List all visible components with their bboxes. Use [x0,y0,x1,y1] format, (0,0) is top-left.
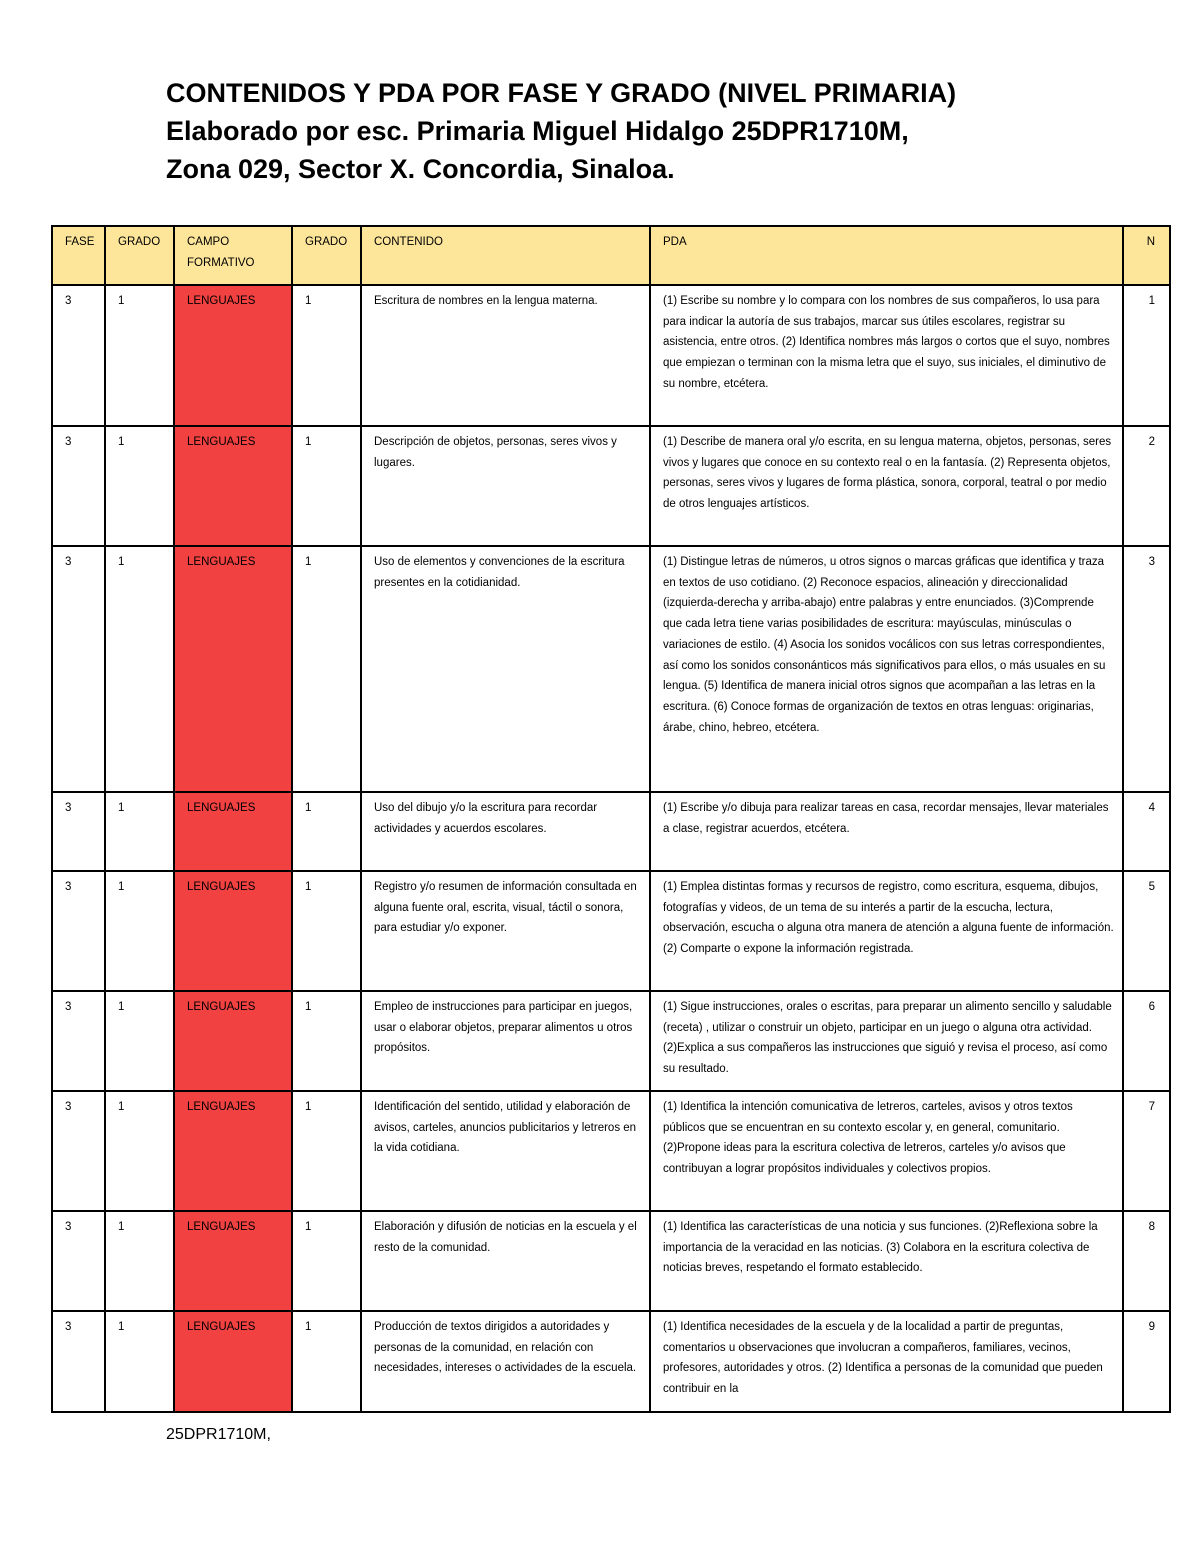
cell-fase: 3 [52,426,105,546]
cell-pda: (1) Emplea distintas formas y recursos de registro, como escritura, esquema, dibujos, fotografías y videos, de un tema de su interés a partir de la escucha, lectura, observación, escucha o alguna otra manera de atención a alguna fuente de información. (2) Comparte o expone la información registrada. [650,871,1123,991]
page-title [166,74,1166,188]
header-n: N [1123,226,1170,285]
cell-n: 9 [1123,1311,1170,1412]
cell-campo-formativo: LENGUAJES [174,1211,292,1311]
cell-campo-formativo: LENGUAJES [174,285,292,426]
cell-pda: (1) Identifica la intención comunicativa de letreros, carteles, avisos y otros textos públicos que se encuentran en su contexto escolar y, en general, comunitario. (2)Propone ideas para la escritura colectiva de letreros, carteles y/o avisos que contribuyan a lograr propósitos individuales y colectivos propios. [650,1091,1123,1211]
cell-grado: 1 [105,546,174,792]
cell-n: 5 [1123,871,1170,991]
table-row [52,1311,1170,1412]
cell-pda: (1) Identifica las características de una noticia y sus funciones. (2)Reflexiona sobre la importancia de la veracidad en las noticias. (3) Colabora en la escritura colectiva de noticias breves, respetando el formato establecido. [650,1211,1123,1311]
cell-contenido: Producción de textos dirigidos a autoridades y personas de la comunidad, en relación con necesidades, intereses o actividades de la escuela. [361,1311,650,1412]
table-row [52,1091,1170,1211]
cell-n: 1 [1123,285,1170,426]
cell-fase: 3 [52,1311,105,1412]
cell-pda: (1) Escribe y/o dibuja para realizar tareas en casa, recordar mensajes, llevar materiales a clase, registrar acuerdos, etcétera. [650,792,1123,871]
title-line: CONTENIDOS Y PDA POR FASE Y GRADO (NIVEL PRIMARIA) [166,78,957,108]
cell-contenido: Escritura de nombres en la lengua materna. [361,285,650,426]
cell-fase: 3 [52,1091,105,1211]
header-fase: FASE [52,226,105,285]
cell-grado-2: 1 [292,871,361,991]
cell-grado: 1 [105,871,174,991]
cell-n: 3 [1123,546,1170,792]
cell-n: 6 [1123,991,1170,1091]
cell-grado-2: 1 [292,426,361,546]
cell-contenido: Uso del dibujo y/o la escritura para recordar actividades y acuerdos escolares. [361,792,650,871]
cell-fase: 3 [52,991,105,1091]
cell-fase: 3 [52,871,105,991]
cell-grado-2: 1 [292,1211,361,1311]
cell-grado-2: 1 [292,285,361,426]
table-row [52,1211,1170,1311]
cell-grado-2: 1 [292,1091,361,1211]
cell-campo-formativo: LENGUAJES [174,1091,292,1211]
cell-n: 7 [1123,1091,1170,1211]
cell-fase: 3 [52,1211,105,1311]
cell-campo-formativo: LENGUAJES [174,991,292,1091]
cell-grado: 1 [105,1211,174,1311]
cell-campo-formativo: LENGUAJES [174,792,292,871]
header-campo-formativo: CAMPO FORMATIVO [174,226,292,285]
cell-grado-2: 1 [292,546,361,792]
cell-contenido: Uso de elementos y convenciones de la escritura presentes en la cotidianidad. [361,546,650,792]
header-contenido: CONTENIDO [361,226,650,285]
header-grado: GRADO [105,226,174,285]
table-row [52,285,1170,426]
cell-grado: 1 [105,991,174,1091]
cell-pda: (1) Escribe su nombre y lo compara con los nombres de sus compañeros, lo usa para para indicar la autoría de sus trabajos, marcar sus útiles escolares, registrar su asistencia, entre otros. (2) Identifica nombres más largos o cortos que el suyo, nombres que empiezan o terminan con la misma letra que el suyo, sus iniciales, el diminutivo de su nombre, etcétera. [650,285,1123,426]
cell-grado-2: 1 [292,991,361,1091]
cell-contenido: Empleo de instrucciones para participar en juegos, usar o elaborar objetos, preparar alimentos u otros propósitos. [361,991,650,1091]
cell-n: 2 [1123,426,1170,546]
table-row [52,546,1170,792]
header-grado-2: GRADO [292,226,361,285]
header-pda: PDA [650,226,1123,285]
cell-grado-2: 1 [292,792,361,871]
table-row [52,426,1170,546]
cell-grado: 1 [105,792,174,871]
table-header-row [52,226,1170,285]
cell-contenido: Descripción de objetos, personas, seres vivos y lugares. [361,426,650,546]
cell-grado: 1 [105,285,174,426]
cell-contenido: Registro y/o resumen de información consultada en alguna fuente oral, escrita, visual, táctil o sonora, para estudiar y/o exponer. [361,871,650,991]
table-row [52,991,1170,1091]
footer-code: 25DPR1710M, [166,1426,271,1443]
cell-campo-formativo: LENGUAJES [174,426,292,546]
cell-n: 4 [1123,792,1170,871]
subtitle-line: Elaborado por esc. Primaria Miguel Hidalgo 25DPR1710M, [166,116,909,146]
cell-grado: 1 [105,1311,174,1412]
cell-campo-formativo: LENGUAJES [174,871,292,991]
cell-fase: 3 [52,546,105,792]
cell-campo-formativo: LENGUAJES [174,546,292,792]
cell-grado-2: 1 [292,1311,361,1412]
cell-fase: 3 [52,285,105,426]
cell-campo-formativo: LENGUAJES [174,1311,292,1412]
table-row [52,871,1170,991]
table-row [52,792,1170,871]
cell-contenido: Elaboración y difusión de noticias en la escuela y el resto de la comunidad. [361,1211,650,1311]
location-line: Zona 029, Sector X. Concordia, Sinaloa. [166,154,675,184]
cell-pda: (1) Distingue letras de números, u otros signos o marcas gráficas que identifica y traza en textos de uso cotidiano. (2) Reconoce espacios, alineación y direccionalidad (izquierda-derecha y arriba-abajo) entre palabras y entre enunciados. (3)Comprende que cada letra tiene varias posibilidades de escritura: mayúsculas, minúsculas o variaciones de estilo. (4) Asocia los sonidos vocálicos con sus letras correspondientes, así como los sonidos consonánticos más significativos para ellos, o más usuales en su lengua. (5) Identifica de manera inicial otros signos que acompañan a las letras en la escritura. (6) Conoce formas de organización de textos en otras lenguas: originarias, árabe, chino, hebreo, etcétera. [650,546,1123,792]
cell-pda: (1) Sigue instrucciones, orales o escritas, para preparar un alimento sencillo y saludable (receta) , utilizar o construir un objeto, participar en un juego o alguna otra actividad. (2)Explica a sus compañeros las instrucciones que siguió y revisa el proceso, así como su resultado. [650,991,1123,1091]
cell-pda: (1) Identifica necesidades de la escuela y de la localidad a partir de preguntas, comentarios u observaciones que involucran a compañeros, familiares, vecinos, profesores, autoridades y otros. (2) Identifica a personas de la comunidad que pueden contribuir en la [650,1311,1123,1412]
cell-grado: 1 [105,1091,174,1211]
cell-fase: 3 [52,792,105,871]
cell-contenido: Identificación del sentido, utilidad y elaboración de avisos, carteles, anuncios publicitarios y letreros en la vida cotidiana. [361,1091,650,1211]
contents-table [51,225,1171,1413]
cell-pda: (1) Describe de manera oral y/o escrita, en su lengua materna, objetos, personas, seres vivos y lugares que conoce en su contexto real o en la fantasía. (2) Representa objetos, personas, seres vivos y lugares de forma plástica, sonora, corporal, teatral o por medio de otros lenguajes artísticos. [650,426,1123,546]
cell-n: 8 [1123,1211,1170,1311]
cell-grado: 1 [105,426,174,546]
